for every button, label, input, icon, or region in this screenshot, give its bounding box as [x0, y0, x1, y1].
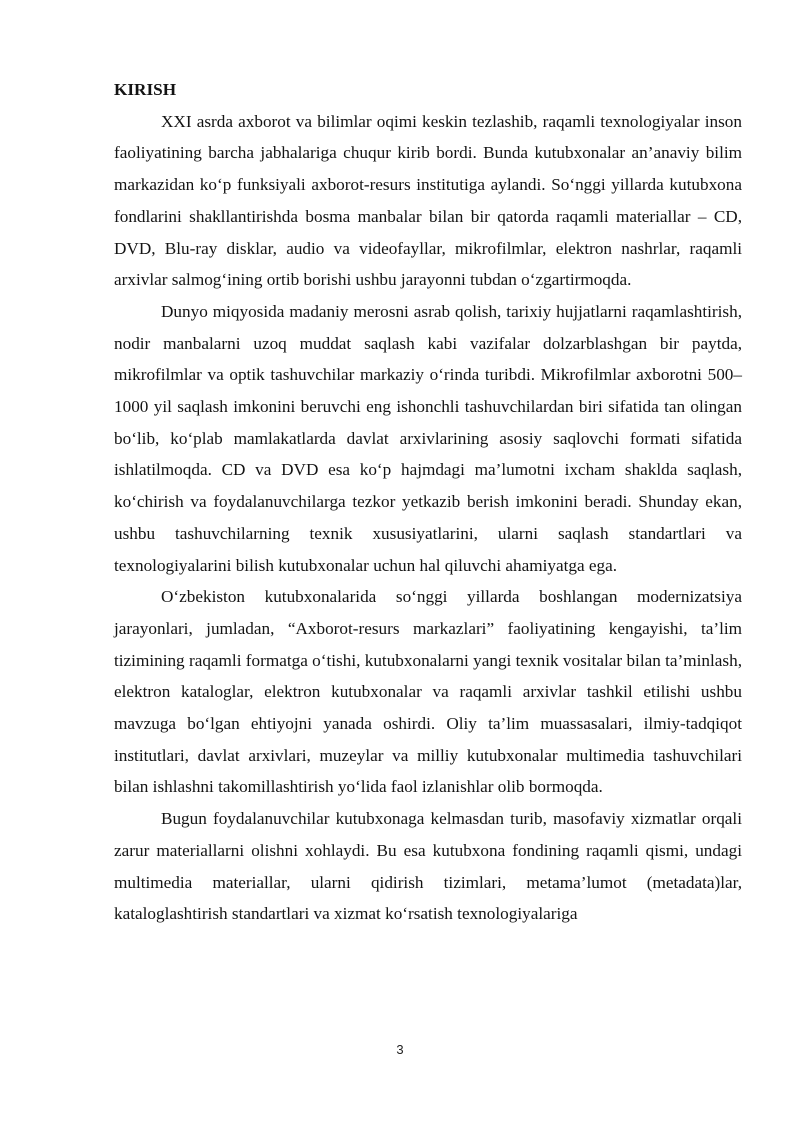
paragraph-3: O‘zbekiston kutubxonalarida so‘nggi yillarda boshlangan modernizatsiya jarayonlari, jumladan, “Axborot-resurs markazlari” faoliyatining kengayishi, ta’lim tizimining raqamli formatga o‘tishi, kutubxonalarni yangi texnik vositalar bilan ta’minlash, elektron kataloglar, elektron kutubxonalar va raqamli arxivlar tashkil etilishi ushbu mavzuga bo‘lgan ehtiyojni yanada oshirdi. Oliy ta’lim muassasalari, ilmiy-tadqiqot institutlari, davlat arxivlari, muzeylar va milliy kutubxonalar multimedia tashuvchilari bilan ishlashni takomillashtirish yo‘lida faol izlanishlar olib bormoqda.: [114, 587, 742, 797]
paragraph-1: XXI asrda axborot va bilimlar oqimi keskin tezlashib, raqamli texnologiyalar inson faoliyatining barcha jabhalariga chuqur kirib bordi. Bunda kutubxonalar an’anaviy bilim markazidan ko‘p funksiyali axborot-resurs institutiga aylandi. So‘nggi yillarda kutubxona fondlarini shakllantirishda bosma manbalar bilan bir qatorda raqamli materiallar – CD, DVD, Blu-ray disklar, audio va videofayllar, mikrofilmlar, elektron nashrlar, raqamli arxivlar salmog‘ining ortib borishi ushbu jarayonni tubdan o‘zgartirmoqda.: [114, 111, 742, 290]
page-number: 3: [396, 1042, 404, 1057]
paragraph-2: Dunyo miqyosida madaniy merosni asrab qolish, tarixiy hujjatlarni raqamlashtirish, nodir manbalarni uzoq muddat saqlash kabi vazifalar dolzarblashgan bir paytda, mikrofilmlar va optik tashuvchilar markaziy o‘rinda turibdi. Mikrofilmlar axborotni 500–1000 yil saqlash imkonini beruvchi eng ishonchli tashuvchilardan biri sifatida tan olingan bo‘lib, ko‘plab mamlakatlarda davlat arxivlarining asosiy saqlovchi formati sifatida ishlatilmoqda. CD va DVD esa ko‘p hajmdagi ma’lumotni ixcham shaklda saqlash, ko‘chirish va foydalanuvchilarga tezkor yetkazib berish imkonini beradi. Shunday ekan, ushbu tashuvchilarning texnik xususiyatlarini, ularni saqlash standartlari va texnologiyalarini bilish kutubxonalar uchun hal qiluvchi ahamiyatga ega.: [114, 301, 742, 575]
section-heading: KIRISH: [114, 80, 177, 99]
page-content: [114, 74, 742, 930]
paragraph-4: Bugun foydalanuvchilar kutubxonaga kelmasdan turib, masofaviy xizmatlar orqali zarur materiallarni olishni xohlaydi. Bu esa kutubxona fondining raqamli qismi, undagi multimedia materiallar, ularni qidirish tizimlari, metama’lumot (metadata)lar, kataloglashtirish standartlari va xizmat ko‘rsatish texnologiyalariga: [114, 809, 742, 924]
